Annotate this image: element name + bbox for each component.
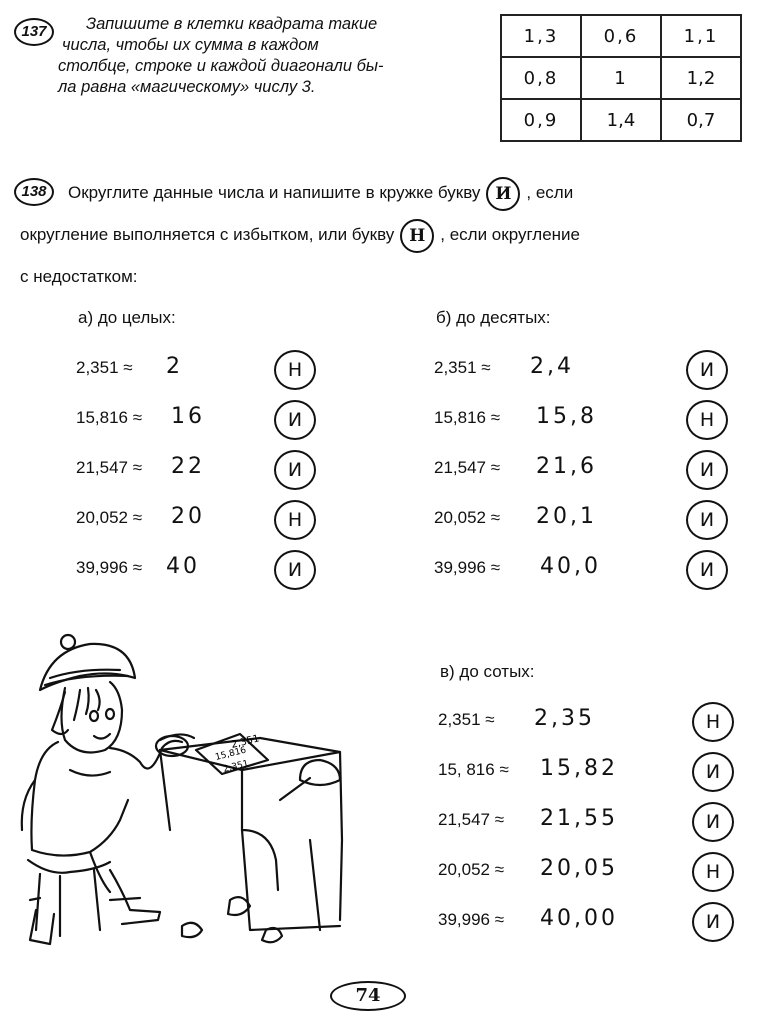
row-number: 39,996 ≈ (76, 558, 143, 577)
row-mark-circle: И (692, 752, 734, 792)
grid-cell: 1,2 (661, 57, 741, 99)
table-row (434, 350, 734, 386)
paper-line-3: 2,351 (222, 758, 250, 775)
task-137-text (58, 14, 438, 98)
row-number: 20,052 ≈ (76, 508, 143, 527)
row-mark-circle: Н (686, 400, 728, 440)
task-138-text-d: , если округление (440, 225, 581, 244)
section-a-heading: а) до целых: (78, 308, 176, 327)
table-row (76, 450, 326, 486)
section-c-heading: в) до сотых: (440, 662, 535, 681)
paper-line-1: 2,351 (230, 733, 261, 751)
row-mark-circle: И (686, 350, 728, 390)
row-answer: 20,1 (536, 504, 597, 529)
grid-cell: 0,9 (501, 99, 581, 141)
task-137-line-1: Запишите в клетки квадрата такие (86, 15, 378, 33)
row-number: 21,547 ≈ (434, 458, 501, 477)
grid-cell: 0,8 (501, 57, 581, 99)
magic-square-grid (500, 14, 742, 142)
task-number-badge-137: 137 (14, 18, 54, 46)
row-mark-circle: И (686, 550, 728, 590)
row-number: 39,996 ≈ (438, 910, 505, 929)
child-at-desk-illustration (10, 630, 410, 960)
row-answer: 21,55 (540, 806, 618, 831)
table-row (76, 550, 326, 586)
row-answer: 20,05 (540, 856, 618, 881)
row-mark-circle: И (274, 400, 316, 440)
row-mark-circle: И (686, 500, 728, 540)
table-row (438, 902, 738, 938)
table-row (438, 752, 738, 788)
letter-i-circle: И (486, 177, 520, 211)
table-row (438, 802, 738, 838)
row-mark-circle: И (692, 902, 734, 942)
task-138-text-b: , если (526, 183, 574, 202)
row-number: 39,996 ≈ (434, 558, 501, 577)
row-mark-circle: Н (274, 500, 316, 540)
table-row (76, 400, 326, 436)
row-answer: 20 (171, 504, 205, 529)
row-number: 15,816 ≈ (434, 408, 501, 427)
table-row (434, 450, 734, 486)
table-row (434, 500, 734, 536)
task-138-text-a: Округлите данные числа и напишите в кружке букву (68, 183, 481, 202)
row-mark-circle: И (686, 450, 728, 490)
row-number: 2,351 ≈ (438, 710, 495, 729)
table-row (434, 400, 734, 436)
letter-n-circle: Н (400, 219, 434, 253)
task-137-line-3: столбце, строке и каждой диагонали бы- (58, 57, 384, 75)
page-number: 74 (330, 981, 406, 1011)
row-answer: 40 (166, 554, 200, 579)
task-138-text (20, 172, 750, 298)
row-number: 20,052 ≈ (438, 860, 505, 879)
row-answer: 21,6 (536, 454, 597, 479)
task-137-line-2: числа, чтобы их сумма в каждом (62, 36, 319, 54)
row-answer: 16 (171, 404, 205, 429)
row-answer: 40,0 (540, 554, 601, 579)
row-answer: 15,82 (540, 756, 618, 781)
section-b-heading: б) до десятых: (436, 308, 551, 327)
row-answer: 22 (171, 454, 205, 479)
task-137-line-4: ла равна «магическому» числу 3. (58, 78, 316, 96)
table-row (438, 852, 738, 888)
row-mark-circle: И (274, 450, 316, 490)
row-answer: 2,4 (530, 354, 574, 379)
paper-line-2: 15,816 (214, 745, 248, 763)
grid-cell: 1 (581, 57, 661, 99)
row-mark-circle: Н (692, 852, 734, 892)
task-number-badge-138: 138 (14, 178, 54, 206)
grid-cell: 1,4 (581, 99, 661, 141)
grid-cell: 1,1 (661, 15, 741, 57)
row-answer: 40,00 (540, 906, 618, 931)
row-answer: 2 (166, 354, 183, 379)
row-mark-circle: И (692, 802, 734, 842)
row-number: 21,547 ≈ (76, 458, 143, 477)
row-number: 2,351 ≈ (434, 358, 491, 377)
row-mark-circle: Н (692, 702, 734, 742)
grid-cell: 0,7 (661, 99, 741, 141)
row-number: 21,547 ≈ (438, 810, 505, 829)
task-138-text-e: с недостатком: (20, 267, 138, 286)
row-number: 2,351 ≈ (76, 358, 133, 377)
row-mark-circle: И (274, 550, 316, 590)
row-answer: 15,8 (536, 404, 597, 429)
row-number: 15,816 ≈ (76, 408, 143, 427)
row-answer: 2,35 (534, 706, 595, 731)
table-row (76, 500, 326, 536)
task-138-text-c: округление выполняется с избытком, или букву (20, 225, 395, 244)
table-row (434, 550, 734, 586)
row-number: 20,052 ≈ (434, 508, 501, 527)
grid-cell: 1,3 (501, 15, 581, 57)
table-row (76, 350, 326, 386)
table-row (438, 702, 738, 738)
row-mark-circle: Н (274, 350, 316, 390)
grid-cell: 0,6 (581, 15, 661, 57)
row-number: 15, 816 ≈ (438, 760, 509, 779)
